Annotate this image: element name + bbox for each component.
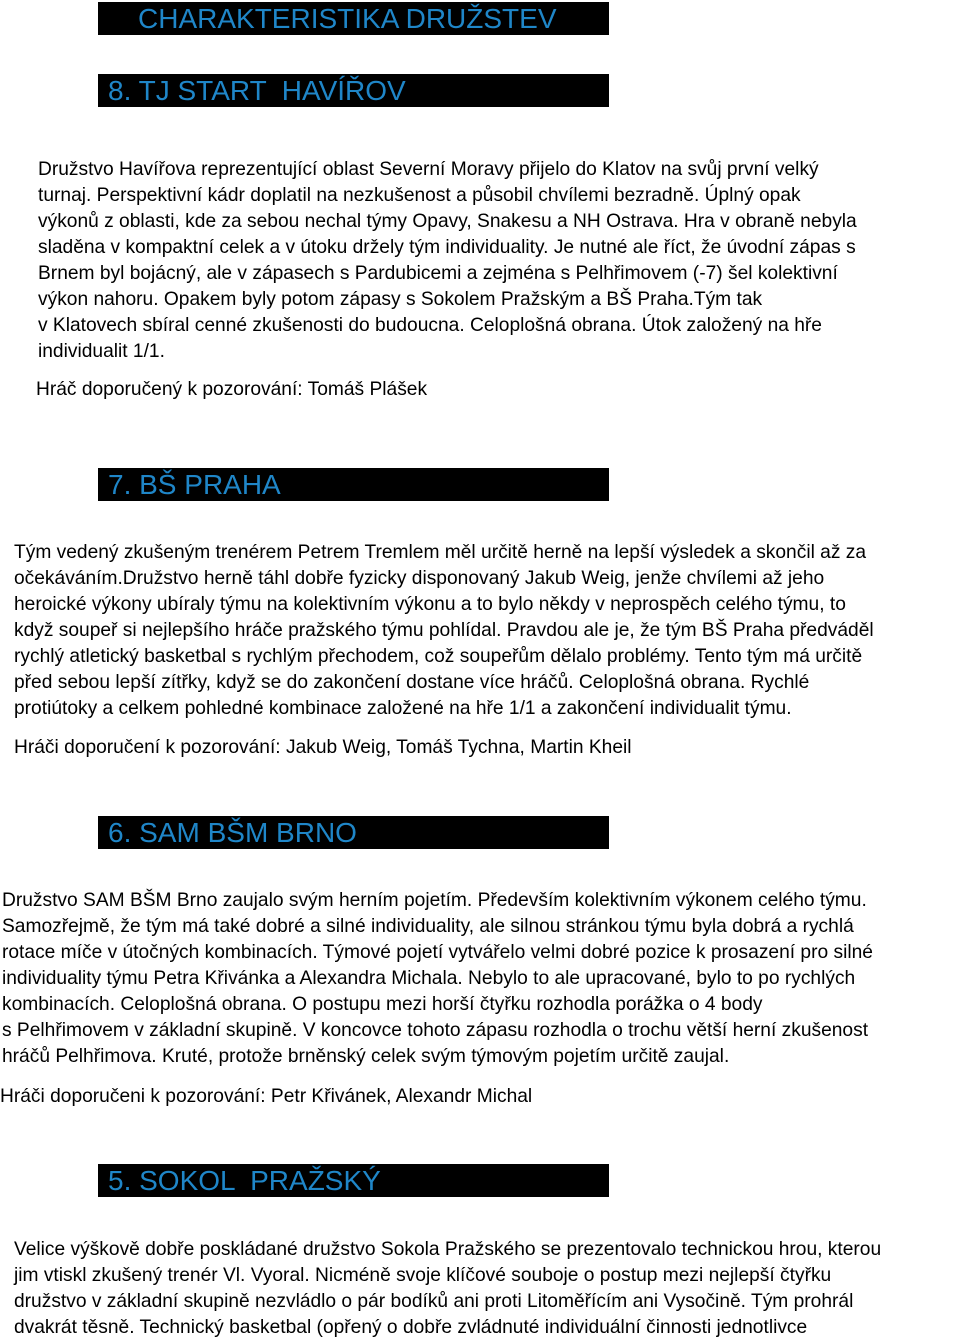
- team-description-sam-bsm-brno: [2, 888, 873, 1070]
- text-line: výkonů z oblasti, kde za sebou nechal týmy Opavy, Snakesu a NH Ostrava. Hra v obraně nebyla: [38, 211, 857, 232]
- team-heading-bs-praha: 7. BŠ PRAHA: [98, 468, 609, 501]
- recommended-players-havirov: Hráč doporučený k pozorování: Tomáš Plášek: [36, 379, 428, 400]
- text-line: před sebou lepší zítřky, když se do zakončení dostane více hráčů. Celoplošná obrana. Rychlé: [14, 672, 810, 693]
- team-description-havirov: [38, 157, 857, 365]
- text-line: hráčů Pelhřimova. Kruté, protože brněnský celek svým týmovým pojetím určitě zaujal.: [2, 1046, 730, 1067]
- text-line: družstvo v základní skupině nezvládlo o pár bodíků ani proti Litoměřícím ani Vysočině. Tým prohrál: [14, 1291, 854, 1312]
- text-line: výkon nahoru. Opakem byly potom zápasy s Sokolem Pražským a BŠ Praha.Tým tak: [38, 289, 763, 310]
- text-line: Brnem byl bojácný, ale v zápasech s Pardubicemi a zejména s Pelhřimovem (-7) šel kolektivní: [38, 263, 838, 284]
- text-line: kombinacích. Celoplošná obrana. O postupu mezi horší čtyřku rozhodla porážka o 4 body: [2, 994, 763, 1015]
- recommended-players-bs-praha: Hráči doporučení k pozorování: Jakub Weig, Tomáš Tychna, Martin Kheil: [14, 737, 632, 758]
- text-line: sladěna v kompaktní celek a v útoku držely tým individuality. Je nutné ale říct, že úvodní zápas s: [38, 237, 856, 258]
- text-line: jim vtiskl zkušený trenér Vl. Vyoral. Nicméně svoje klíčové souboje o postup mezi nejlepší čtyřku: [14, 1265, 832, 1286]
- team-description-bs-praha: [14, 540, 874, 722]
- team-heading-sam-bsm-brno: 6. SAM BŠM BRNO: [98, 816, 609, 849]
- text-line: rotace míče v útočných kombinacích. Týmové pojetí vytvářelo velmi dobré pozice k prosazení pro silné: [2, 942, 873, 963]
- team-heading-havirov: 8. TJ START HAVÍŘOV: [98, 74, 609, 107]
- text-line: protiútoky a celkem pohledné kombinace založené na hře 1/1 a zakončení individualit týmu.: [14, 698, 792, 719]
- text-line: individualit 1/1.: [38, 341, 165, 362]
- team-description-sokol-prazsky: [14, 1237, 881, 1341]
- recommended-players-sam-bsm-brno: Hráči doporučeni k pozorování: Petr Křivánek, Alexandr Michal: [0, 1086, 533, 1107]
- text-line: s Pelhřimovem v základní skupině. V koncovce tohoto zápasu rozhodla o trochu větší herní zkušenost: [2, 1020, 869, 1041]
- text-line: dvakrát těsně. Technický basketbal (opřený o dobře zvládnuté individuální činnosti jednotlivce: [14, 1317, 808, 1338]
- text-line: Samozřejmě, že tým má také dobré a silné individuality, ale silnou stránkou týmu byla dobrá a rychlá: [2, 916, 854, 937]
- page-title: CHARAKTERISTIKA DRUŽSTEV: [98, 2, 609, 35]
- text-line: Družstvo Havířova reprezentující oblast Severní Moravy přijelo do Klatov na svůj první velký: [38, 159, 819, 180]
- text-line: očekáváním.Družstvo herně táhl dobře fyzicky disponovaný Jakub Weig, jenže chvílemi až jeho: [14, 568, 825, 589]
- text-line: rychlý atletický basketbal s rychlým přechodem, což soupeřům dělalo problémy. Tento tým má určitě: [14, 646, 863, 667]
- text-line: v Klatovech sbíral cenné zkušenosti do budoucna. Celoplošná obrana. Útok založený na hře: [38, 315, 822, 336]
- text-line: Tým vedený zkušeným trenérem Petrem Tremlem měl určitě herně na lepší výsledek a skončil až za: [14, 542, 867, 563]
- text-line: Velice výškově dobře poskládané družstvo Sokola Pražského se prezentovalo technickou hrou, kterou: [14, 1239, 882, 1260]
- text-line: když soupeř si nejlepšího hráče pražského týmu pohlídal. Pravdou ale je, že tým BŠ Praha předváděl: [14, 620, 874, 641]
- text-line: heroické výkony ubíraly týmu na kolektivním výkonu a to bylo někdy v neprospěch celého týmu, to: [14, 594, 846, 615]
- text-line: turnaj. Perspektivní kádr doplatil na nezkušenost a působil chvílemi bezradně. Úplný opak: [38, 185, 801, 206]
- text-line: individuality týmu Petra Křivánka a Alexandra Michala. Nebylo to ale upracované, bylo to po rychlých: [2, 968, 856, 989]
- team-heading-sokol-prazsky: 5. SOKOL PRAŽSKÝ: [98, 1164, 609, 1197]
- text-line: Družstvo SAM BŠM Brno zaujalo svým herním pojetím. Především kolektivním výkonem celého týmu.: [2, 890, 867, 911]
